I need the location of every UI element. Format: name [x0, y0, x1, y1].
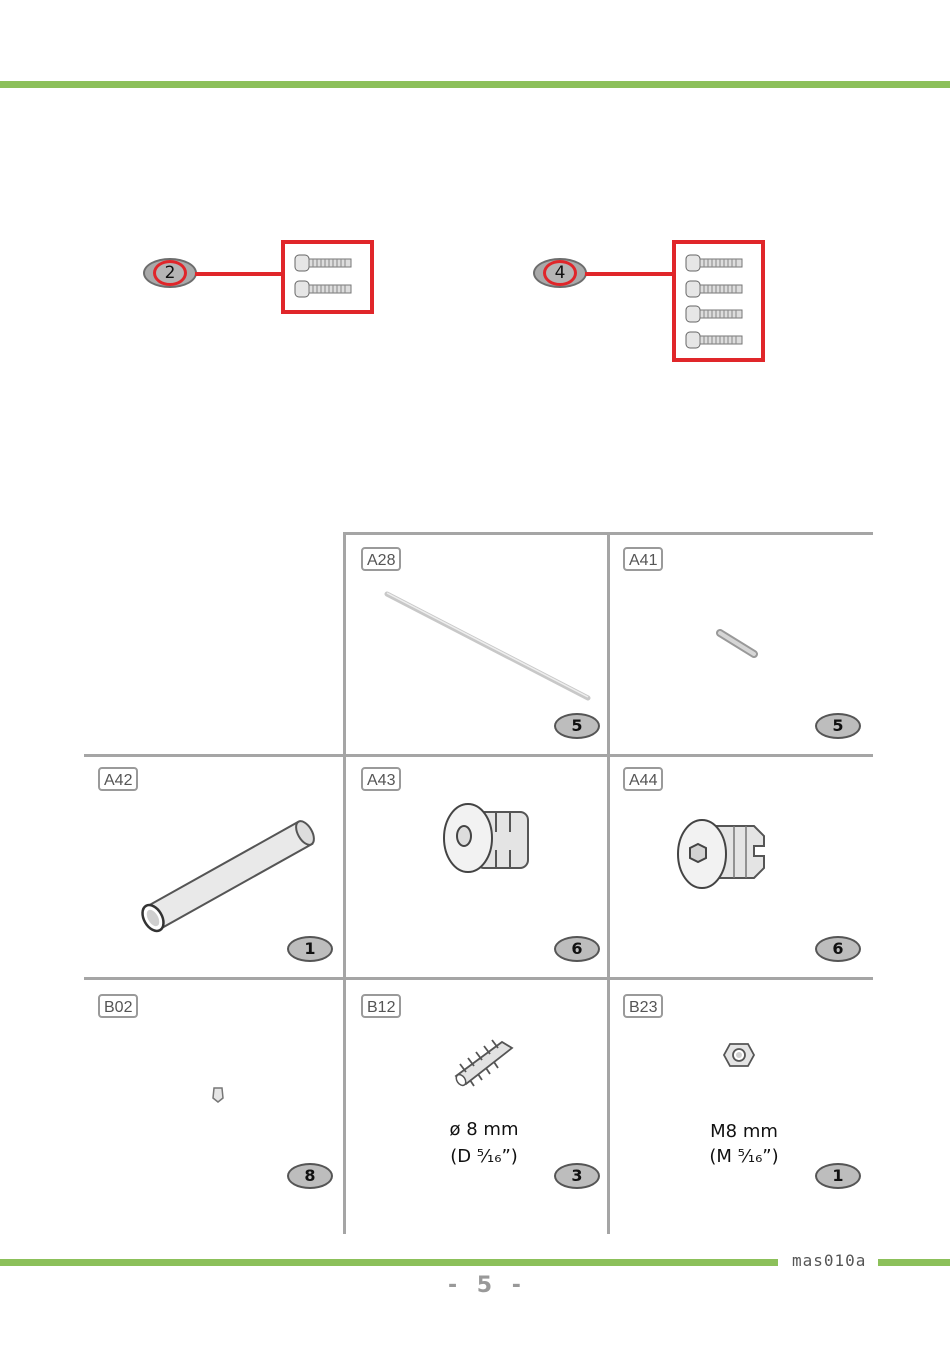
- callout-connector: [585, 272, 675, 276]
- part-code: A41: [623, 547, 663, 571]
- part-code: A44: [623, 767, 663, 791]
- hex-cam-connector-icon: [674, 816, 768, 894]
- grid-line: [84, 754, 873, 757]
- part-code: A43: [361, 767, 401, 791]
- screw-icon: [686, 255, 742, 271]
- part-code: B23: [623, 994, 663, 1018]
- screw-box: [281, 240, 374, 314]
- quantity-badge: 5: [815, 713, 861, 739]
- quantity-badge: 1: [287, 936, 333, 962]
- grid-line: [84, 977, 873, 980]
- top-rule: [0, 81, 950, 88]
- quantity-badge: 5: [554, 713, 600, 739]
- screw-icon-group: [676, 244, 761, 358]
- page-number: - 5 -: [448, 1273, 527, 1298]
- screw-icon: [686, 281, 742, 297]
- spec-size: ø 8 mm: [449, 1119, 519, 1140]
- wall-anchor-icon: [450, 1032, 520, 1088]
- callout-connector: [195, 272, 283, 276]
- screw-icon: [295, 281, 351, 297]
- tube-icon: [138, 812, 320, 934]
- screw-icon: [295, 255, 351, 271]
- part-code: A42: [98, 767, 138, 791]
- grid-line: [607, 532, 610, 1234]
- screw-icon: [686, 306, 742, 322]
- quantity-badge: 8: [287, 1163, 333, 1189]
- part-code: B12: [361, 994, 401, 1018]
- callout-count: 2: [164, 263, 176, 283]
- grid-line: [343, 532, 346, 1234]
- nut-icon: [722, 1040, 756, 1070]
- spec-size-imperial: (D ⁵⁄₁₆”): [450, 1146, 518, 1167]
- quantity-badge: 1: [815, 1163, 861, 1189]
- quantity-badge: 3: [554, 1163, 600, 1189]
- screw-icon: [686, 332, 742, 348]
- spec-size-imperial: (M ⁵⁄₁₆”): [709, 1146, 779, 1167]
- spec-size: M8 mm: [710, 1121, 778, 1142]
- quantity-badge: 6: [815, 936, 861, 962]
- small-plug-icon: [211, 1086, 225, 1104]
- cam-connector-icon: [440, 800, 532, 880]
- screw-icon-group: [285, 244, 370, 310]
- quantity-badge: 6: [554, 936, 600, 962]
- bottom-rule-right: [878, 1259, 950, 1266]
- pin-icon: [714, 627, 762, 661]
- part-code: B02: [98, 994, 138, 1018]
- rod-icon: [383, 588, 593, 703]
- screw-box: [672, 240, 765, 362]
- part-code: A28: [361, 547, 401, 571]
- bottom-rule-left: [0, 1259, 778, 1266]
- document-code: mas010a: [792, 1251, 867, 1270]
- callout-count: 4: [554, 263, 566, 283]
